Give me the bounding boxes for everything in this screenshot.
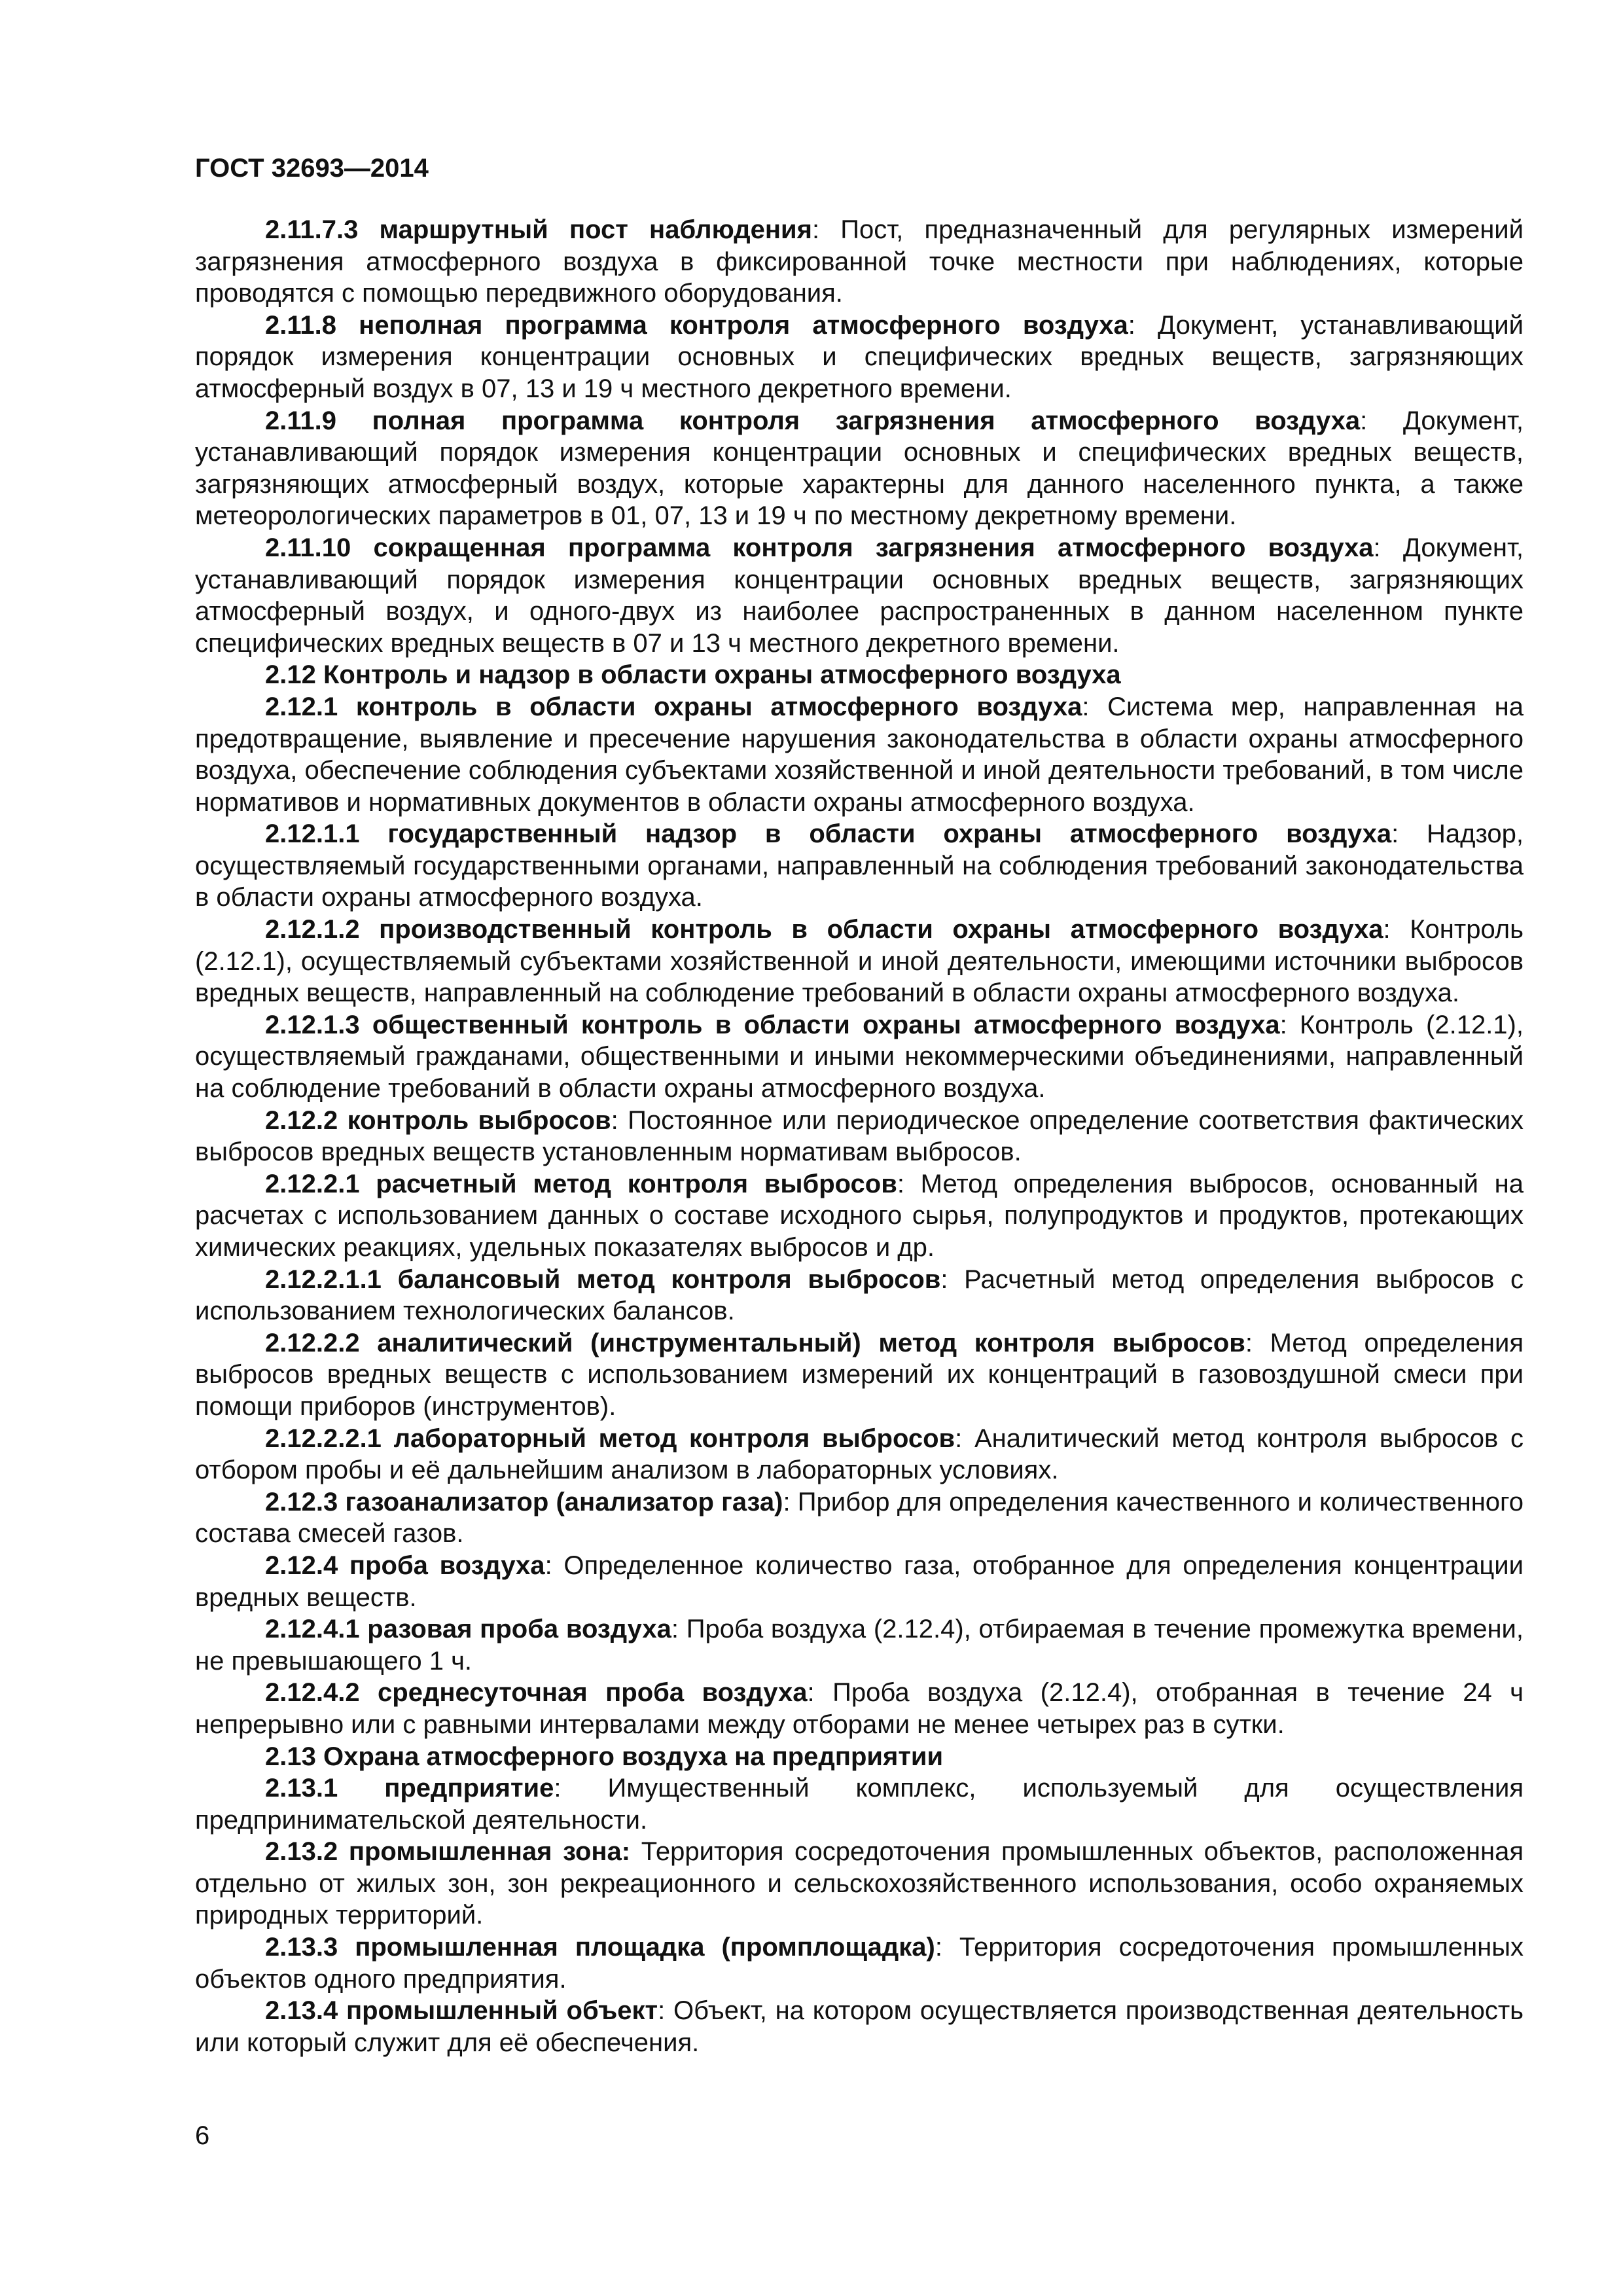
definition-2-12-1-1: [195, 818, 1524, 914]
document-body: [195, 214, 1524, 2058]
definition-2-12-4-1: [195, 1613, 1524, 1677]
term: 2.11.7.3 маршрутный пост наблюдения: [265, 215, 812, 244]
term: 2.11.8 неполная программа контроля атмосферного воздуха: [265, 310, 1128, 340]
definition-text: : Пост, предназначенный для регулярных измерений загрязнения атмосферного воздуха в фиксированной точке местности при наблюдениях, которые проводятся с помощью передвижного оборудования.: [195, 215, 1524, 308]
definition-2-13-3: [195, 1931, 1524, 1995]
term: 2.12.1.1 государственный надзор в области охраны атмосферного воздуха: [265, 819, 1392, 849]
definition-text: : Проба воздуха (2.12.4), отбираемая в течение промежутка времени, не превышающего 1 ч.: [195, 1615, 1524, 1676]
definition-2-12-2-1-1: [195, 1264, 1524, 1327]
definition-text: : Документ, устанавливающий порядок измерения концентрации основных вредных веществ, загрязняющих атмосферный воздух, и одного-двух из наиболее распространенных в данном населенном пункте специфических вредных веществ в 07 и 13 ч местного декретного времени.: [195, 533, 1524, 658]
definition-text: : Метод определения выбросов, основанный на расчетах с использованием данных о составе исходного сырья, полупродуктов и продуктов, протекающих химических реакциях, удельных показателях выбросов и др.: [195, 1169, 1524, 1262]
definition-2-12-2-2-1: [195, 1423, 1524, 1486]
definition-2-13-4: [195, 1995, 1524, 2058]
definition-2-12-2: [195, 1105, 1524, 1168]
term: 2.11.10 сокращенная программа контроля загрязнения атмосферного воздуха: [265, 533, 1374, 562]
section-heading-text: 2.13 Охрана атмосферного воздуха на предприятии: [265, 1742, 944, 1771]
definition-2-11-9: [195, 405, 1524, 532]
term: 2.12.1 контроль в области охраны атмосферного воздуха: [265, 692, 1082, 721]
definition-text: : Документ, устанавливающий порядок измерения концентрации основных и специфических вредных веществ, загрязняющих атмосферный воздух, которые характерны для данного населенного пункта, а также метеорологических параметров в 01, 07, 13 и 19 ч по местному декретному времени.: [195, 406, 1524, 531]
definition-text: : Объект, на котором осуществляется производственная деятельность или который служит для её обеспечения.: [195, 1996, 1524, 2057]
definition-text: : Расчетный метод определения выбросов с использованием технологических балансов.: [195, 1265, 1524, 1326]
definition-text: : Метод определения выбросов вредных веществ с использованием измерений их концентраций в газовоздушной смеси при помощи приборов (инструментов).: [195, 1328, 1524, 1421]
term: 2.12.1.2 производственный контроль в области охраны атмосферного воздуха: [265, 915, 1383, 944]
term: 2.11.9 полная программа контроля загрязнения атмосферного воздуха: [265, 406, 1361, 435]
term: 2.12.4 проба воздуха: [265, 1551, 545, 1580]
term: 2.12.2 контроль выбросов: [265, 1105, 611, 1135]
term: 2.12.2.2 аналитический (инструментальный) метод контроля выбросов: [265, 1328, 1245, 1357]
definition-text: : Аналитический метод контроля выбросов с отбором пробы и её дальнейшим анализом в лабораторных условиях.: [195, 1424, 1524, 1485]
definition-text: Территория сосредоточения промышленных объектов, расположенная отдельно от жилых зон, зон рекреационного и сельскохозяйственного использования, особо охраняемых природных территорий.: [195, 1837, 1524, 1930]
definition-text: : Прибор для определения качественного и количественного состава смесей газов.: [195, 1487, 1524, 1549]
term: 2.13.4 промышленный объект: [265, 1996, 658, 2026]
definition-2-12-4-2: [195, 1677, 1524, 1740]
definition-2-12-4: [195, 1550, 1524, 1613]
definition-2-12-3: [195, 1486, 1524, 1550]
section-heading-text: 2.12 Контроль и надзор в области охраны атмосферного воздуха: [265, 660, 1121, 690]
definition-2-12-1-3: [195, 1009, 1524, 1105]
definition-text: : Система мер, направленная на предотвращение, выявление и пресечение нарушения законодательства в области охраны атмосферного воздуха, обеспечение соблюдения субъектами хозяйственной и иной деятельности требований, в том числе нормативов и нормативных документов в области охраны атмосферного воздуха.: [195, 692, 1524, 817]
term: 2.13.2 промышленная зона:: [265, 1837, 631, 1867]
definition-text: : Проба воздуха (2.12.4), отобранная в течение 24 ч непрерывно или с равными интервалами между отборами не менее четырех раз в сутки.: [195, 1678, 1524, 1739]
term: 2.13.3 промышленная площадка (промплощадка): [265, 1933, 935, 1962]
term: 2.12.4.1 разовая проба воздуха: [265, 1615, 671, 1644]
definition-2-13-2: [195, 1836, 1524, 1931]
term: 2.12.2.2.1 лабораторный метод контроля выбросов: [265, 1424, 955, 1453]
definition-2-12-2-2: [195, 1327, 1524, 1423]
definition-2-12-1-2: [195, 914, 1524, 1009]
document-header: ГОСТ 32693—2014: [195, 154, 429, 183]
definition-2-13-1: [195, 1772, 1524, 1836]
section-heading-2-13: [195, 1741, 1524, 1773]
definition-text: : Надзор, осуществляемый государственными органами, направленный на соблюдения требований законодательства в области охраны атмосферного воздуха.: [195, 819, 1524, 912]
definition-text: : Определенное количество газа, отобранное для определения концентрации вредных веществ.: [195, 1551, 1524, 1612]
term: 2.12.1.3 общественный контроль в области охраны атмосферного воздуха: [265, 1010, 1280, 1039]
term: 2.13.1 предприятие: [265, 1774, 554, 1803]
term: 2.12.2.1.1 балансовый метод контроля выбросов: [265, 1265, 941, 1294]
definition-2-11-7-3: [195, 214, 1524, 310]
term: 2.12.4.2 среднесуточная проба воздуха: [265, 1678, 808, 1708]
definition-2-11-8: [195, 310, 1524, 405]
definition-2-12-1: [195, 691, 1524, 818]
definition-text: : Документ, устанавливающий порядок измерения концентрации основных и специфических вредных веществ, загрязняющих атмосферный воздух в 07, 13 и 19 ч местного декретного времени.: [195, 310, 1524, 403]
definition-text: : Постоянное или периодическое определение соответствия фактических выбросов вредных веществ установленным нормативам выбросов.: [195, 1105, 1524, 1167]
page-number: 6: [195, 2121, 210, 2150]
definition-2-11-10: [195, 532, 1524, 659]
definition-text: : Имущественный комплекс, используемый для осуществления предпринимательской деятельности.: [195, 1774, 1524, 1835]
definition-2-12-2-1: [195, 1168, 1524, 1264]
definition-text: : Контроль (2.12.1), осуществляемый субъектами хозяйственной и иной деятельности, имеющими источники выбросов вредных веществ, направленный на соблюдение требований в области охраны атмосферного воздуха.: [195, 915, 1524, 1008]
term: 2.12.2.1 расчетный метод контроля выбросов: [265, 1169, 897, 1198]
term: 2.12.3 газоанализатор (анализатор газа): [265, 1487, 783, 1516]
section-heading-2-12: [195, 659, 1524, 691]
definition-text: : Контроль (2.12.1), осуществляемый гражданами, общественными и иными некоммерческими объединениями, направленный на соблюдение требований в области охраны атмосферного воздуха.: [195, 1010, 1524, 1103]
definition-text: : Территория сосредоточения промышленных объектов одного предприятия.: [195, 1933, 1524, 1994]
